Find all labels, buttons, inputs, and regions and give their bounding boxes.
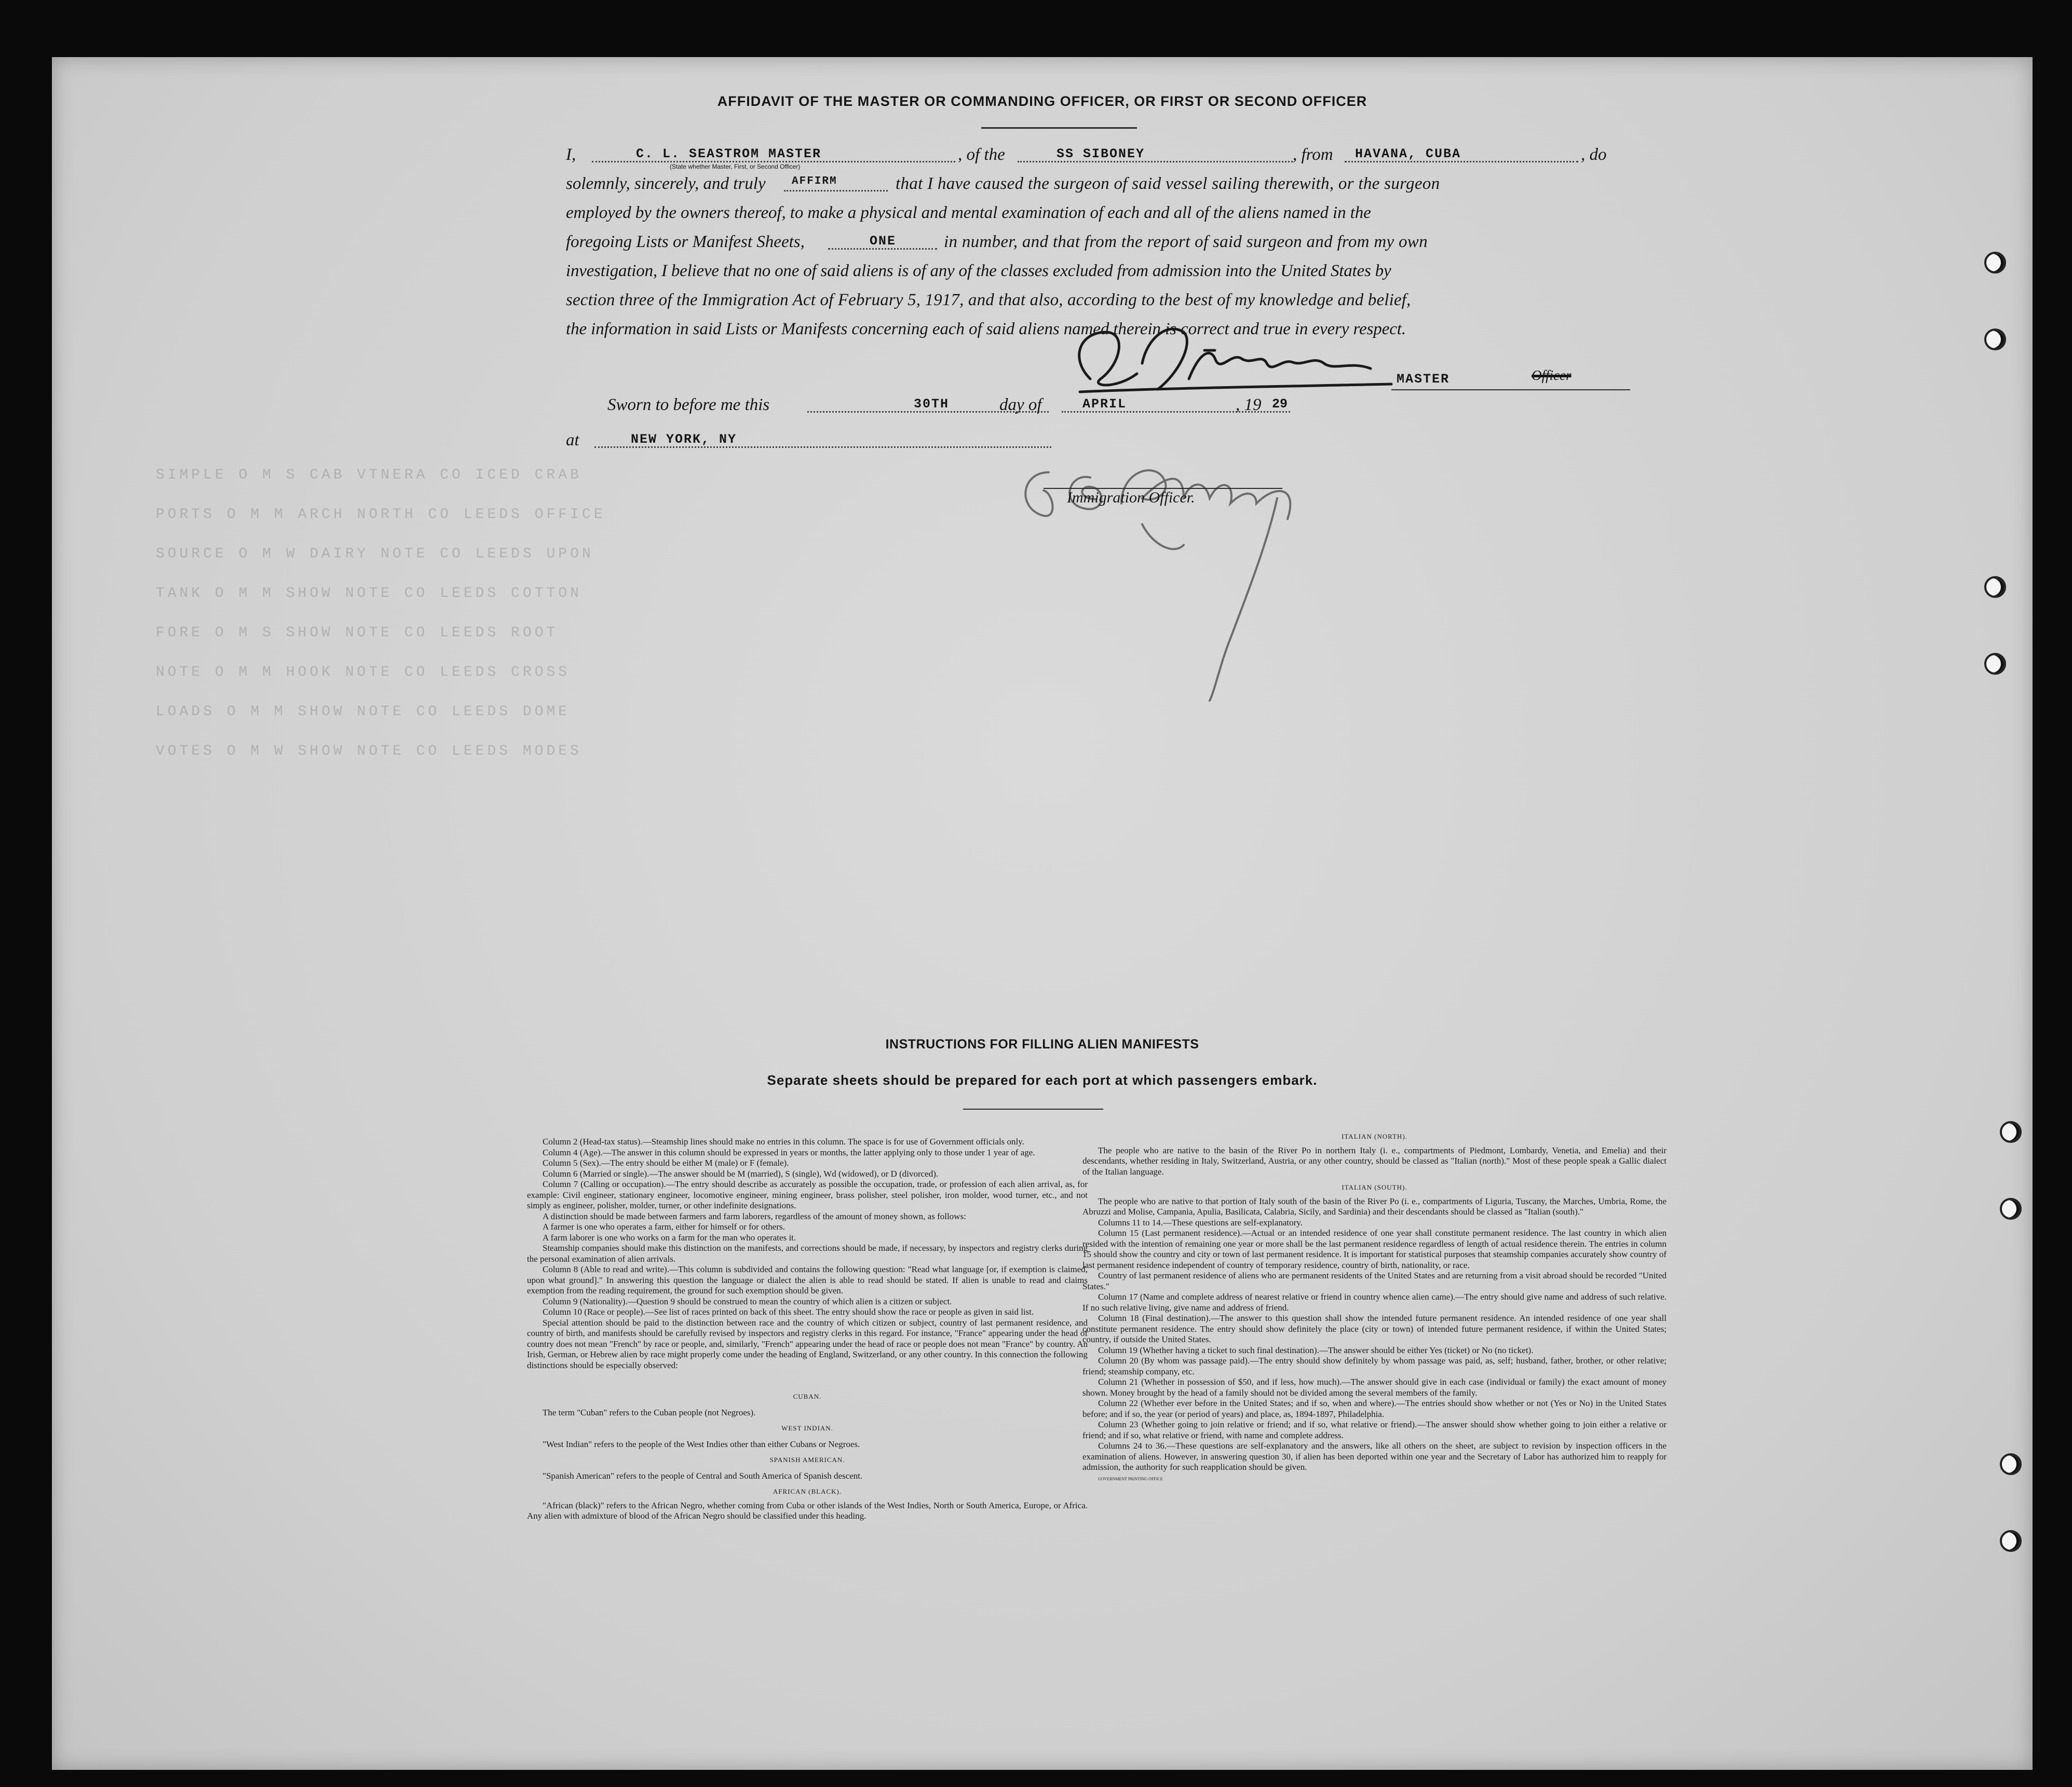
term-spanish-american: "Spanish American" refers to the people of Central and South America of Spanish descent. (543, 1470, 863, 1481)
master-name-typed: C. L. SEASTROM MASTER (636, 146, 822, 161)
punch-hole (2000, 1453, 2022, 1475)
officer-note: (State whether Master, First, or Second Officer) (670, 163, 801, 170)
bleed-row: SOURCE O M W DAIRY NOTE CO LEEDS UPON (156, 546, 594, 562)
sworn-year-prefix: , 19 (1236, 395, 1262, 414)
manifest-page (52, 57, 2033, 1770)
aff-line6: section three of the Immigration Act of February 5, 1917, and that also, according to the best of my knowledge and belief, (566, 291, 1411, 309)
bleed-row: VOTES O M W SHOW NOTE CO LEEDS MODES (156, 743, 582, 759)
aff-line4-rest: in number, and that from the report of said surgeon and from my own (944, 233, 1428, 251)
punch-hole (1984, 252, 2006, 274)
heading-spanish-american: SPANISH AMERICAN. (769, 1456, 845, 1464)
at-prefix: at (566, 431, 579, 449)
aff-line1-do: , do (1581, 145, 1607, 164)
aff-line4-prefix: foregoing Lists or Manifest Sheets, (566, 233, 805, 251)
affidavit-title: AFFIDAVIT OF THE MASTER OR COMMANDING OFFICER, OR FIRST OR SECOND OFFICER (717, 93, 1367, 109)
master-title-typed: MASTER (1397, 372, 1450, 387)
punch-hole (1984, 653, 2006, 675)
instr-col15: Column 15 (Last permanent residence).—Actual or an intended residence of one year shall constitute permanent residence. The last country in which alien resided with the intention of remaining one year or more shall be the last permanent residence regardless of length of actual residence therein. The entries in column 15 should show the country and city or town of last permanent residence. It is important for statistical purposes that steamship companies accurately show country of last permanent residence independent of country of temporary residence, country of birth, nationality, or race. (1082, 1228, 1667, 1270)
instr-col8: Column 8 (Able to read and write).—This column is subdivided and contains the following question: "Read what language [or, if exemption is claimed, upon what ground]." In answering this question the language or dialect the alien is able to read should be stated. If alien is unable to read and claims exemption from the reading requirement, the ground for such exemption should be given. (527, 1264, 1088, 1295)
instr-col21: Column 21 (Whether in possession of $50, and if less, how much).—The answer should give in each case (individual or family) the exact amount of money shown. Money brought by the head of a family should not be divided among the several members of the family. (1082, 1377, 1667, 1398)
bleed-row: SIMPLE O M S CAB VTNERA CO ICED CRAB (156, 467, 582, 483)
place-typed: NEW YORK, NY (631, 432, 737, 447)
instr-col15-us: Country of last permanent residence of aliens who are permanent residents of the United States and are returning from a visit abroad should be recorded "United States." (1082, 1271, 1667, 1291)
instr-col5: Column 5 (Sex).—The entry should be either M (male) or F (female). (543, 1158, 789, 1168)
instr-col4: Column 4 (Age).—The answer in this column should be expressed in years or months, the latter applying only to those under 1 year of age. (543, 1147, 1035, 1157)
bleed-row: NOTE O M M HOOK NOTE CO LEEDS CROSS (156, 664, 571, 680)
punch-hole (1984, 576, 2006, 598)
instr-steamship: Steamship companies should make this distinction on the manifests, and corrections should be made, if necessary, by inspectors and registry clerks during the personal examination of alien arrivals. (527, 1243, 1088, 1264)
instr-col11-14: Columns 11 to 14.—These questions are self-explanatory. (1098, 1217, 1303, 1227)
day-typed: 30TH (914, 397, 950, 412)
instr-col18: Column 18 (Final destination).—The answer to this question shall show the intended future permanent residence. An intended residence of one year shall constitute permanent residence. The entry should show definitely the place (city or town) of intended future permanent residence, if within the United States; country, if outside the United States. (1082, 1313, 1667, 1344)
dotted-fill (784, 190, 888, 192)
bleed-row: PORTS O M M ARCH NORTH CO LEEDS OFFICE (156, 507, 606, 523)
heading-african: AFRICAN (BLACK). (773, 1488, 842, 1495)
master-line (1391, 389, 1630, 390)
port-typed: HAVANA, CUBA (1355, 146, 1461, 161)
aff-line1-from: , from (1293, 145, 1333, 164)
vessel-typed: SS SIBONEY (1057, 146, 1145, 161)
punch-hole (2000, 1121, 2022, 1143)
instr-col7: Column 7 (Calling or occupation).—The entry should describe as accurately as possible the occupation, trade, or profession of each alien arrival, as, for example: Civil engineer, stationary engineer, locomotive engineer, mining engineer, brass polisher, steel polisher, iron molder, wood turner, etc., and not simply as engineer, polisher, molder, turner, or other indefinite designations. (527, 1179, 1088, 1210)
aff-line5: investigation, I believe that no one of said aliens is of any of the classes excluded from admission into the United States by (566, 262, 1391, 280)
instr-race-distinction: Special attention should be paid to the distinction between race and the country of which citizen or subject, country of last permanent residence, and country of birth, and manifests should be carefully revised by inspectors and registry clerks in this regard. For instance, "France" appearing under the head of country does not mean "French" by race or people, and, similarly, "French" appearing under the head of race or people does not mean "France" by country. An Irish, German, or Hebrew alien by race might properly come under the heading of England, Switzerland, or any other country. In this connection the following distinctions should be especially observed: (527, 1317, 1088, 1370)
heading-italian-south: ITALIAN (SOUTH). (1342, 1183, 1407, 1191)
count-typed: ONE (870, 234, 897, 249)
text-italian-north: The people who are native to the basin of the River Po in northern Italy (i. e., compartments of Piedmont, Lombardy, Venetia, and Emelia) and their descendants, whether residing in Italy, Switzerland, Austria, or any other country, should be classed as "Italian (north)." Most of these people speak a Gallic dialect of the Italian language. (1082, 1145, 1667, 1177)
text-italian-south: The people who are native to that portion of Italy south of the basin of the River Po (i. e., compartments of Liguria, Tuscany, the Marches, Umbria, Rome, the Abruzzi and Molise, Campania, Apulia, Basilicata, Calabria, Sicily, and Sardinia) and their descendants should be classed as "Italian (south)." (1082, 1196, 1667, 1217)
aff-line2-prefix: solemnly, sincerely, and truly (566, 174, 766, 193)
instr-col10: Column 10 (Race or people).—See list of races printed on back of this sheet. The entry should show the race or people as given in said list. (543, 1307, 1034, 1317)
heading-cuban: CUBAN. (793, 1393, 822, 1400)
sworn-dayof: day of (999, 395, 1042, 414)
aff-line1-prefix: I, (566, 145, 576, 164)
instr-col23: Column 23 (Whether going to join relative or friend; and if so, what relative or friend).—The answer should show whether going to join either a relative or friend; and if so, what relative or friend, with name and complete address. (1082, 1420, 1667, 1440)
term-west-indian: "West Indian" refers to the people of the West Indies other than either Cubans or Negroes. (543, 1439, 860, 1449)
instr-col19: Column 19 (Whether having a ticket to such final destination).—The answer should be either Yes (ticket) or No (no ticket). (1098, 1345, 1534, 1355)
gpo-imprint: GOVERNMENT PRINTING OFFICE (1098, 1476, 1163, 1481)
instr-farm-laborer: A farm laborer is one who works on a farm for the man who operates it. (543, 1232, 796, 1243)
punch-hole (1984, 329, 2006, 350)
heading-italian-north: ITALIAN (NORTH). (1342, 1133, 1407, 1140)
instr-col24-36: Columns 24 to 36.—These questions are self-explanatory and the answers, like all others on the sheet, are subject to revision by inspection officers in the examination of aliens. However, in answering question 30, if alien has been deported within one year and the Secretary of Labor has authorized him to reapply for admission, the authority for such reapplication should be given. (1082, 1441, 1667, 1472)
affirm-typed: AFFIRM (792, 175, 837, 187)
year-typed: 29 (1272, 397, 1288, 412)
instructions-subtitle: Separate sheets should be prepared for each port at which passengers embark. (767, 1072, 1318, 1088)
instructions-rule (963, 1109, 1103, 1110)
month-typed: APRIL (1082, 397, 1127, 412)
punch-hole (2000, 1198, 2022, 1220)
instructions-left-column (527, 1137, 1088, 1526)
instr-farmer: A farmer is one who operates a farm, either for himself or for others. (543, 1222, 785, 1232)
instr-col9: Column 9 (Nationality).—Question 9 should be construed to mean the country of which alien is a citizen or subject. (543, 1296, 952, 1306)
immigration-officer-signature (986, 441, 1360, 711)
aff-line2-rest: that I have caused the surgeon of said vessel sailing therewith, or the surgeon (896, 174, 1440, 193)
bleed-row: TANK O M M SHOW NOTE CO LEEDS COTTON (156, 585, 582, 602)
instr-col17: Column 17 (Name and complete address of nearest relative or friend in country whence alien came).—The entry should give name and address of such relative. If no such relative living, give name and address of friend. (1082, 1292, 1667, 1313)
sworn-prefix: Sworn to before me this (607, 395, 770, 414)
instr-col22: Column 22 (Whether ever before in the United States; and if so, when and where).—The entries should show whether or not (Yes or No) in the United States before; and if so, the year (or period of years) and place, as, 1894-1897, Philadelphia. (1082, 1398, 1667, 1419)
heading-west-indian: WEST INDIAN. (781, 1424, 833, 1432)
bleed-row: FORE O M S SHOW NOTE CO LEEDS ROOT (156, 625, 559, 641)
title-underline (981, 127, 1137, 129)
aff-line3: employed by the owners thereof, to make a physical and mental examination of each and all of the aliens named in the (566, 203, 1371, 222)
instr-col6: Column 6 (Married or single).—The answer should be M (married), S (single), Wd (widowed), or D (divorced). (543, 1168, 939, 1179)
instr-col2: Column 2 (Head-tax status).—Steamship lines should make no entries in this column. The space is for use of Government officials only. (543, 1137, 1024, 1147)
officer-struck: Officer (1532, 367, 1572, 383)
instructions-title: INSTRUCTIONS FOR FILLING ALIEN MANIFESTS (885, 1037, 1199, 1052)
instructions-right-column (1082, 1131, 1667, 1482)
aff-line1-ofthe: , of the (958, 145, 1005, 164)
bleed-row: LOADS O M M SHOW NOTE CO LEEDS DOME (156, 704, 571, 720)
immigration-officer-caption: Immigration Officer. (1067, 489, 1195, 506)
instr-farm-distinction: A distinction should be made between farmers and farm laborers, regardless of the amount of money shown, as follows: (543, 1211, 966, 1221)
instr-col20: Column 20 (By whom was passage paid).—The entry should show definitely by whom passage was paid, as, self; husband, father, brother, or other relative; friend; steamship company, etc. (1082, 1356, 1667, 1376)
punch-hole (2000, 1530, 2022, 1552)
term-cuban: The term "Cuban" refers to the Cuban people (not Negroes). (543, 1407, 756, 1417)
term-african: "African (black)" refers to the African Negro, whether coming from Cuba or other islands of the West Indies, North or South America, Europe, or Africa. Any alien with admixture of blood of the African Negro should be classified under this heading. (527, 1500, 1088, 1521)
aff-line7: the information in said Lists or Manifests concerning each of said aliens named therein is correct and true in every respect. (566, 320, 1406, 338)
